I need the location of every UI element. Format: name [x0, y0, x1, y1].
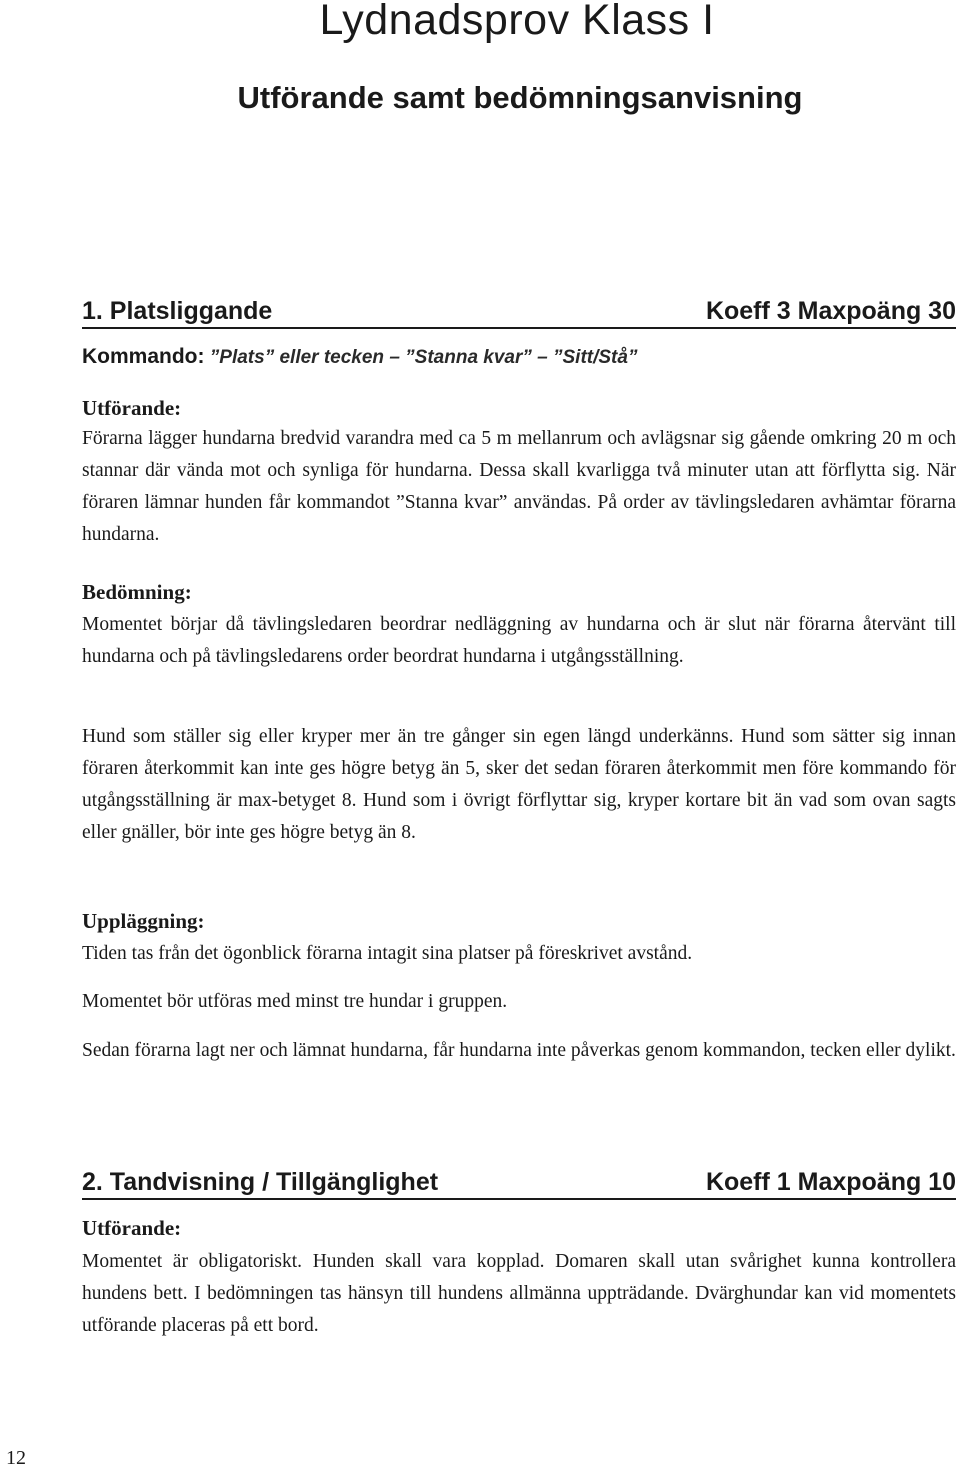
- section-1-upplaggning-label: Uppläggning:: [82, 909, 205, 933]
- section-1-upplaggning-text-3: Sedan förarna lagt ner och lämnat hundarna, får hundarna inte påverkas genom kommandon, tecken eller dylikt.: [82, 1040, 956, 1061]
- section-1-title: 1. Platsliggande: [82, 297, 273, 325]
- kommando-label: Kommando:: [82, 345, 205, 368]
- section-1-bedomning-label: Bedömning:: [82, 580, 192, 604]
- section-1-utforande-label: Utförande:: [82, 396, 182, 420]
- section-1-bedomning-text-1: Momentet börjar då tävlingsledaren beordrar nedläggning av hundarna och är slut när förarna återvänt till hundarna och på tävlingsledarens order beordrat hundarna i utgångsställning.: [82, 614, 956, 667]
- section-1-utforande-text: Förarna lägger hundarna bredvid varandra med ca 5 m mellanrum och avlägsnar sig gående omkring 20 m och stannar där vända mot och synliga för hundarna. Dessa skall kvarligga två minuter utan att förflytta sig. När föraren lämnar hunden får kommandot ”Stanna kvar” användas. På order av tävlingsledaren avhämtar förarna hundarna.: [82, 428, 956, 545]
- kommando-commands: ”Plats” eller tecken – ”Stanna kvar” – ”Sitt/Stå”: [204, 347, 638, 368]
- section-2-divider: [82, 1198, 956, 1200]
- section-1-bedomning-text-2: Hund som ställer sig eller kryper mer än tre gånger sin egen längd underkänns. Hund som sätter sig innan föraren återkommit kan inte ges högre betyg än 5, sker det sedan föraren återkommit men före kommando för utgångsställning är max-betyget 8. Hund som i övrigt förflyttar sig, kryper kortare bit än vad som ovan sagts eller gnäller, bör inte ges högre betyg än 8.: [82, 726, 956, 843]
- section-2-utforande-label: Utförande:: [82, 1216, 182, 1240]
- section-2-koeff: Koeff 1 Maxpoäng 10: [705, 1168, 956, 1196]
- document-subtitle: Utförande samt bedömningsanvisning: [237, 80, 803, 115]
- section-2-heading: [82, 1167, 956, 1197]
- section-1-koeff: Koeff 3 Maxpoäng 30: [705, 297, 956, 325]
- section-2-title: 2. Tandvisning / Tillgänglighet: [82, 1168, 439, 1196]
- page-number: 12: [6, 1447, 26, 1469]
- section-1-kommando: [82, 341, 637, 374]
- section-1-upplaggning-text-1: Tiden tas från det ögonblick förarna intagit sina platser på föreskrivet avstånd.: [82, 943, 693, 964]
- section-1-upplaggning-text-2: Momentet bör utföras med minst tre hundar i gruppen.: [82, 991, 508, 1012]
- document-title: Lydnadsprov Klass I: [319, 0, 715, 44]
- section-1-divider: [82, 327, 956, 329]
- section-2-utforande-text: Momentet är obligatoriskt. Hunden skall vara kopplad. Domaren skall utan svårighet kunna kontrollera hundens bett. I bedömningen tas hänsyn till hundens allmänna uppträdande. Dvärghundar kan vid momentets utförande placeras på ett bord.: [82, 1251, 956, 1336]
- section-1-heading: [82, 296, 956, 326]
